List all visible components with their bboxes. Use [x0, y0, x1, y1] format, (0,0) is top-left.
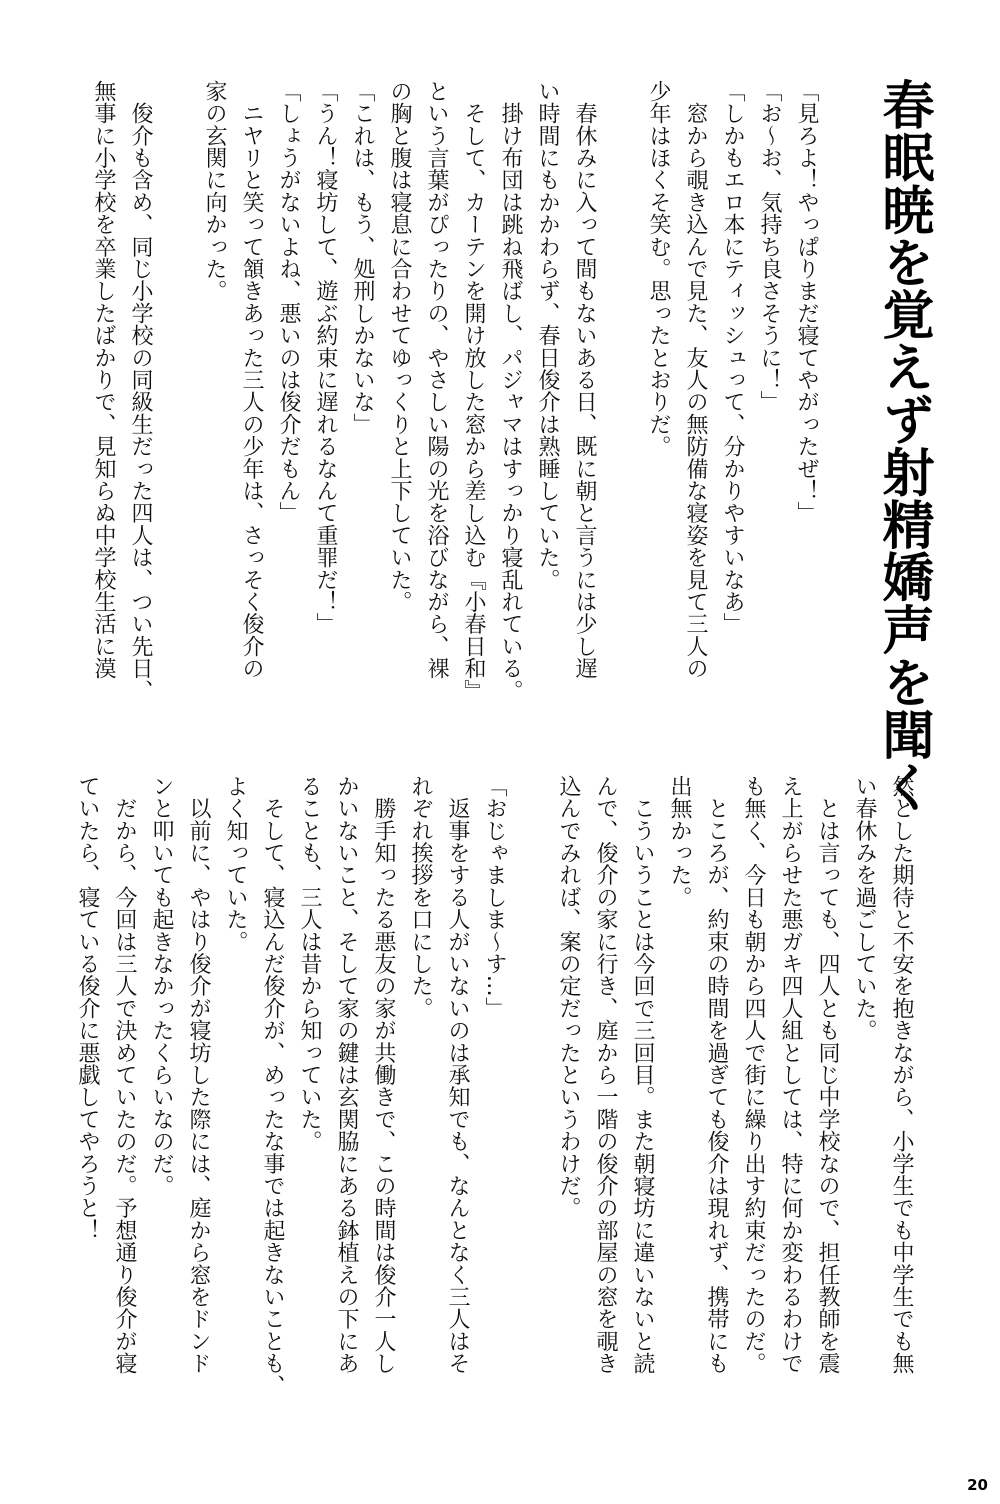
text-line: 「これは、もう、処刑しかないな」: [350, 80, 375, 436]
story-title: 春眠暁を覚えず射精嬌声を聞く: [873, 78, 933, 813]
text-line: 「しょうがないよね、悪いのは俊介だもん」: [276, 80, 301, 524]
text-line: んで、俊介の家に行き、庭から一階の俊介の部屋の窓を覗き: [593, 775, 618, 1375]
text-line: かいないこと、そして家の鍵は玄関脇にある鉢植えの下にあ: [334, 775, 359, 1375]
text-line: 「うん！寝坊して、遊ぶ約束に遅れるなんて重罪だ！」: [313, 80, 338, 635]
page-number: 20: [967, 1476, 988, 1494]
text-line: れぞれ挨拶を口にした。: [408, 775, 433, 1020]
text-line: 無事に小学校を卒業したばかりで、見知らぬ中学校生活に漠: [91, 80, 116, 680]
text-block-bottom: [60, 775, 920, 1445]
text-line: 以前に、やはり俊介が寝坊した際には、庭から窓をドンド: [186, 775, 211, 1375]
text-line: 少年はほくそ笑む。思ったとおりだ。: [646, 80, 671, 458]
text-line: 家の玄関に向かった。: [202, 80, 227, 302]
text-line: とは言っても、四人とも同じ中学校なので、担任教師を震: [815, 775, 840, 1375]
text-line: 春休みに入って間もないある日、既に朝と言うには少し遅: [572, 80, 597, 680]
text-line: そして、寝込んだ俊介が、めったな事では起きないことも、: [260, 775, 285, 1397]
text-block-top: [25, 80, 825, 730]
text-line: だから、今回は三人で決めていたのだ。予想通り俊介が寝: [112, 775, 137, 1375]
text-line: [603, 80, 640, 730]
text-line: 「おじゃましま～す…」: [482, 775, 507, 1020]
text-line: 出無かった。: [667, 775, 692, 909]
text-line: ることも、三人は昔から知っていた。: [297, 775, 322, 1153]
text-line: も無く、今日も朝から四人で街に繰り出す約束だったのだ。: [741, 775, 766, 1375]
text-line: 掛け布団は跳ね飛ばし、パジャマはすっかり寝乱れている。: [498, 80, 523, 702]
text-line: の胸と腹は寝息に合わせてゆっくりと上下していた。: [387, 80, 412, 613]
text-line: ンと叩いても起きなかったくらいなのだ。: [149, 775, 174, 1197]
text-line: 然とした期待と不安を抱きながら、小学生でも中学生でも無: [889, 775, 914, 1375]
text-line: ところが、約束の時間を過ぎても俊介は現れず、携帯にも: [704, 775, 729, 1375]
text-line: 「お～お、気持ち良さそうに！」: [757, 80, 782, 413]
text-line: 「見ろよ！やっぱりまだ寝てやがったぜ！」: [794, 80, 819, 524]
text-line: よく知っていた。: [223, 775, 248, 953]
text-line: ていたら、寝ている俊介に悪戯してやろうと！: [75, 775, 100, 1242]
text-line: 勝手知ったる悪友の家が共働きで、この時間は俊介一人し: [371, 775, 396, 1375]
text-line: 窓から覗き込んで見た、友人の無防備な寝姿を見て三人の: [683, 80, 708, 680]
text-line: こういうことは今回で三回目。また朝寝坊に違いないと読: [630, 775, 655, 1375]
text-line: という言葉がぴったりの、やさしい陽の光を浴びながら、裸: [424, 80, 449, 680]
text-line: そして、カーテンを開け放した窓から差し込む『小春日和』: [461, 80, 486, 702]
text-line: 返事をする人がいないのは承知でも、なんとなく三人はそ: [445, 775, 470, 1375]
text-line: ニヤリと笑って頷きあった三人の少年は、さっそく俊介の: [239, 80, 264, 680]
text-line: 「しかもエロ本にティッシュって、分かりやすいなあ」: [720, 80, 745, 635]
text-line: 込んでみれば、案の定だったというわけだ。: [556, 775, 581, 1219]
text-line: [513, 775, 550, 1445]
text-line: え上がらせた悪ガキ四人組としては、特に何か変わるわけで: [778, 775, 803, 1375]
text-line: [159, 80, 196, 730]
text-line: 俊介も含め、同じ小学校の同級生だった四人は、つい先日、: [128, 80, 153, 702]
text-line: い春休みを過ごしていた。: [852, 775, 877, 1042]
text-line: い時間にもかかわらず、春日俊介は熟睡していた。: [535, 80, 560, 591]
